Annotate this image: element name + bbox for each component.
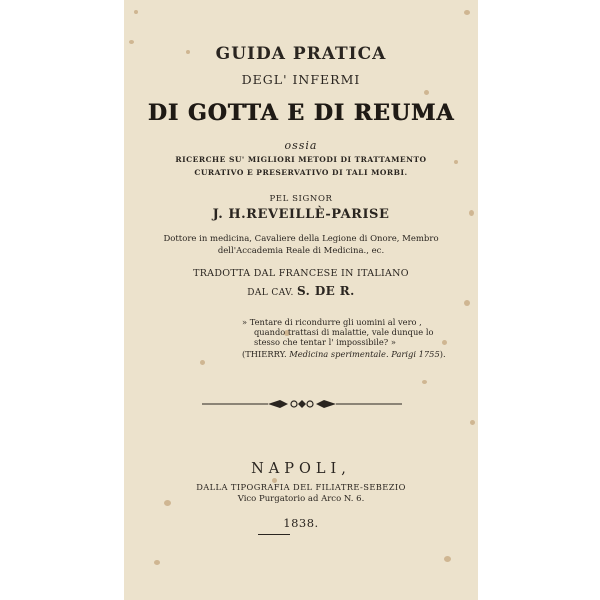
publication-year: 1838. <box>283 516 319 530</box>
subtitle-line-1: RICERCHE SU' MIGLIORI METODI DI TRATTAMENTO <box>175 155 427 164</box>
imprint-printer: DALLA TIPOGRAFIA DEL FILIATRE-SEBEZIO <box>196 482 406 492</box>
title-connector: ossia <box>284 139 318 152</box>
foxing-spot <box>464 10 470 15</box>
epigraph-line-3: stesso che tentar l' impossibile? » <box>254 337 396 347</box>
title-line-3: DI GOTTA E DI REUMA <box>147 100 455 126</box>
foxing-spot <box>470 420 475 425</box>
translator-name: S. DE R. <box>297 284 355 298</box>
attribution-open: ( <box>242 349 246 359</box>
translator-credit <box>124 284 478 298</box>
translator-prefix: DAL CAV. <box>247 288 294 298</box>
attribution-place: Parigi 1755 <box>391 349 440 359</box>
attribution-work: Medicina sperimentale. <box>289 349 389 359</box>
ornamental-divider <box>202 397 402 411</box>
foxing-spot <box>134 10 138 14</box>
subtitle-line-2: CURATIVO E PRESERVATIVO DI TALI MORBI. <box>194 168 408 177</box>
foxing-spot <box>444 556 451 562</box>
author-credentials-line-2: dell'Accademia Reale di Medicina., ec. <box>217 246 385 256</box>
title-page <box>124 0 478 600</box>
epigraph-line-2: quando trattasi di malattie, vale dunque lo <box>254 327 434 337</box>
imprint-address: Vico Purgatorio ad Arco N. 6. <box>237 494 365 504</box>
foxing-spot <box>154 560 160 565</box>
epigraph-attribution <box>242 349 446 359</box>
attribution-author: THIERRY. <box>245 349 287 359</box>
foxing-spot <box>422 380 427 384</box>
attribution-close: ). <box>439 349 446 359</box>
foxing-spot <box>464 300 470 306</box>
foxing-spot <box>424 90 429 95</box>
author-credentials-line-1: Dottore in medicina, Cavaliere della Legione di Onore, Membro <box>163 234 439 244</box>
foxing-spot <box>442 340 447 345</box>
title-line-2: DEGL' INFERMI <box>241 72 361 87</box>
foxing-spot <box>200 360 205 365</box>
year-underline <box>258 534 290 535</box>
epigraph-line-1: » Tentare di ricondurre gli uomini al vero , <box>242 317 422 327</box>
title-line-1: GUIDA PRATICA <box>215 44 387 64</box>
imprint-city: NAPOLI, <box>251 461 351 477</box>
author-name: J. H.REVEILLÈ-PARISE <box>212 207 390 222</box>
translation-note: TRADOTTA DAL FRANCESE IN ITALIANO <box>193 268 409 279</box>
author-intro: PEL SIGNOR <box>269 194 333 204</box>
